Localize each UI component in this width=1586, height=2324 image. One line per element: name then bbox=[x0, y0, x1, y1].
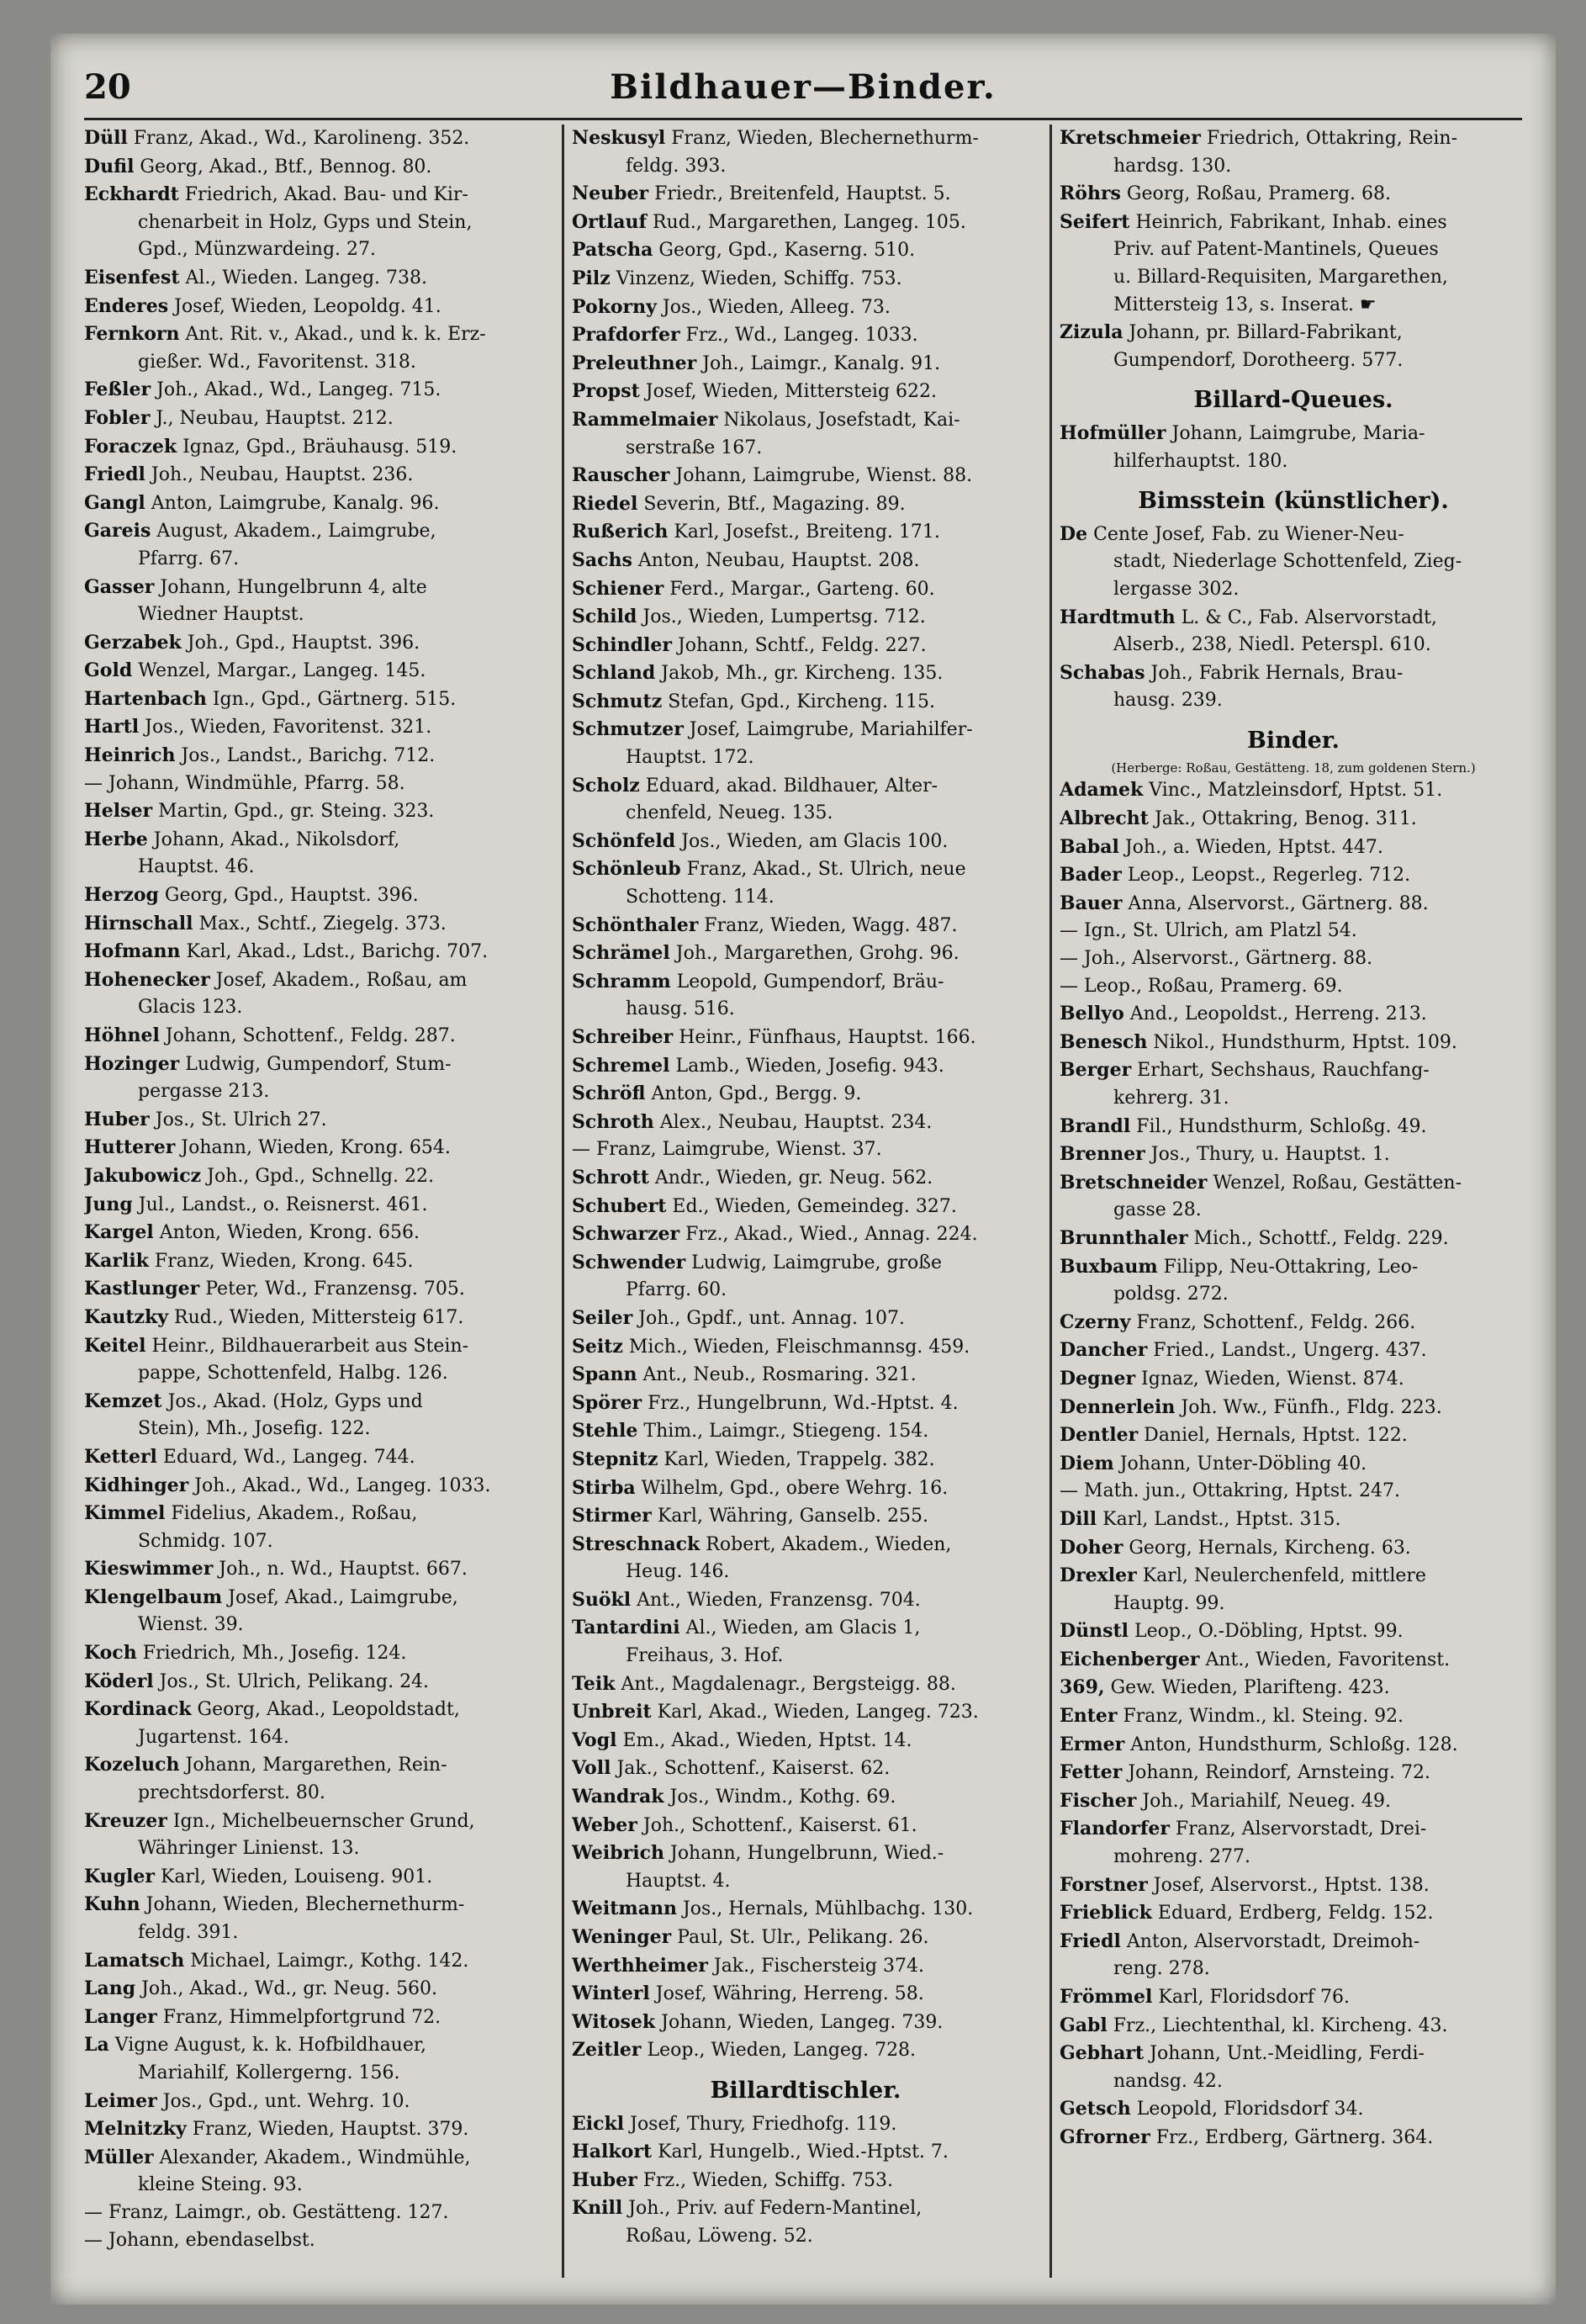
directory-entry: Weitmann Jos., Hernals, Mühlbachg. 130. bbox=[572, 1898, 974, 1920]
directory-entry: Neuber Friedr., Breitenfeld, Hauptst. 5. bbox=[572, 183, 951, 205]
directory-entry: Koch Friedrich, Mh., Josefig. 124. bbox=[84, 1642, 407, 1665]
directory-entry: Kautzky Rud., Wieden, Mittersteig 617. bbox=[84, 1305, 464, 1328]
directory-entry: Scholz Eduard, akad. Bildhauer, Alter- bbox=[572, 774, 938, 797]
directory-entry-continuation: Mariahilf, Kollergerng. 156. bbox=[138, 2062, 400, 2083]
directory-entry: Kidhinger Joh., Akad., Wd., Langeg. 1033. bbox=[84, 1474, 491, 1496]
directory-entry: Winterl Josef, Währing, Herreng. 58. bbox=[572, 1983, 924, 2005]
directory-entry: Schreiber Heinr., Fünfhaus, Hauptst. 166. bbox=[572, 1026, 976, 1048]
directory-entry: Seifert Heinrich, Fabrikant, Inhab. eines bbox=[1060, 210, 1447, 233]
directory-entry: Eickl Josef, Thury, Friedhofg. 119. bbox=[572, 2112, 897, 2135]
directory-entry: Zeitler Leop., Wieden, Langeg. 728. bbox=[572, 2039, 917, 2062]
directory-entry: Schwarzer Frz., Akad., Wied., Annag. 224. bbox=[572, 1223, 978, 1246]
directory-entry: Schild Jos., Wieden, Lumpertsg. 712. bbox=[572, 606, 926, 628]
directory-entry: Propst Josef, Wieden, Mittersteig 622. bbox=[572, 380, 938, 403]
directory-entry: Frömmel Karl, Floridsdorf 76. bbox=[1060, 1986, 1350, 2008]
section-heading-billardtischler: Billardtischler. bbox=[710, 2077, 901, 2104]
directory-entry: Melnitzky Franz, Wieden, Hauptst. 379. bbox=[84, 2118, 469, 2141]
directory-entry: Eichenberger Ant., Wieden, Favoritenst. bbox=[1060, 1648, 1451, 1670]
directory-entry: Kretschmeier Friedrich, Ottakring, Rein- bbox=[1060, 127, 1457, 149]
directory-entry: Jakubowicz Joh., Gpd., Schnellg. 22. bbox=[84, 1164, 434, 1187]
directory-entry: Schönleub Franz, Akad., St. Ulrich, neue bbox=[572, 858, 966, 881]
directory-entry-continuation: gasse 28. bbox=[1113, 1199, 1202, 1221]
directory-entry: Schröfl Anton, Gpd., Bergg. 9. bbox=[572, 1083, 862, 1105]
section-heading-billard-queues: Billard-Queues. bbox=[1193, 387, 1393, 414]
directory-entry: Enter Franz, Windm., kl. Steing. 92. bbox=[1060, 1705, 1404, 1728]
directory-entry: Weber Joh., Schottenf., Kaiserst. 61. bbox=[572, 1813, 917, 1836]
directory-entry: Kemzet Jos., Akad. (Holz, Gyps und bbox=[84, 1390, 423, 1412]
directory-entry: Schmutzer Josef, Laimgrube, Mariahilfer- bbox=[572, 718, 973, 741]
binder-herberge-note: (Herberge: Roßau, Gestätteng. 18, zum goldenen Stern.) bbox=[1111, 760, 1476, 776]
directory-entry: Brunnthaler Mich., Schottf., Feldg. 229. bbox=[1060, 1226, 1449, 1249]
directory-entry: Hartenbach Ign., Gpd., Gärtnerg. 515. bbox=[84, 687, 457, 710]
directory-entry: Köderl Jos., St. Ulrich, Pelikang. 24. bbox=[84, 1670, 430, 1692]
directory-entry: Gangl Anton, Laimgrube, Kanalg. 96. bbox=[84, 491, 440, 514]
directory-entry-continuation: Schotteng. 114. bbox=[626, 887, 774, 908]
directory-entry: Schönthaler Franz, Wieden, Wagg. 487. bbox=[572, 913, 958, 936]
directory-entry-continuation: chenarbeit in Holz, Gyps und Stein, bbox=[138, 211, 473, 233]
directory-entry: Voll Jak., Schottenf., Kaiserst. 62. bbox=[572, 1757, 891, 1780]
directory-entry: Kuhn Johann, Wieden, Blechernethurm- bbox=[84, 1893, 465, 1916]
directory-entry: Neskusyl Franz, Wieden, Blechernethurm- bbox=[572, 127, 979, 149]
directory-entry-continuation: hausg. 239. bbox=[1113, 690, 1223, 712]
directory-entry: Enderes Josef, Wieden, Leopoldg. 41. bbox=[84, 294, 441, 317]
directory-entry: Spörer Frz., Hungelbrunn, Wd.-Hptst. 4. bbox=[572, 1391, 959, 1414]
directory-entry: Frieblick Eduard, Erdberg, Feldg. 152. bbox=[1060, 1902, 1434, 1924]
directory-entry: Weninger Paul, St. Ulr., Pelikang. 26. bbox=[572, 1926, 929, 1948]
directory-entry-continuation: reng. 278. bbox=[1113, 1958, 1210, 1980]
column-divider bbox=[1049, 124, 1052, 2278]
directory-entry: Stepnitz Karl, Wieden, Trappelg. 382. bbox=[572, 1448, 935, 1470]
directory-entry: Jung Jul., Landst., o. Reisnerst. 461. bbox=[84, 1193, 428, 1215]
directory-entry-continuation: Heug. 146. bbox=[626, 1561, 730, 1583]
directory-entry-continuation: Hauptg. 99. bbox=[1113, 1592, 1225, 1614]
directory-entry-continuation: Roßau, Löweng. 52. bbox=[626, 2225, 813, 2247]
directory-entry-continuation: Stein), Mh., Josefig. 122. bbox=[138, 1418, 371, 1440]
binder-entries bbox=[1060, 776, 1527, 2152]
directory-entry: Czerny Franz, Schottenf., Feldg. 266. bbox=[1060, 1310, 1416, 1333]
directory-entry-continuation: Pfarrg. 60. bbox=[626, 1279, 727, 1301]
directory-entry-continuation: prechtsdorferst. 80. bbox=[138, 1782, 325, 1804]
directory-entry: Friedl Anton, Alservorstadt, Dreimoh- bbox=[1060, 1930, 1420, 1952]
directory-entry: Hardtmuth L. & C., Fab. Alservorstadt, bbox=[1060, 606, 1437, 628]
directory-entry: Werthheimer Jak., Fischersteig 374. bbox=[572, 1954, 924, 1977]
directory-entry-continuation: gießer. Wd., Favoritenst. 318. bbox=[138, 351, 416, 373]
directory-entry: Kreuzer Ign., Michelbeuernscher Grund, bbox=[84, 1809, 475, 1832]
directory-entry: Fischer Joh., Mariahilf, Neueg. 49. bbox=[1060, 1789, 1391, 1812]
page-number: 20 bbox=[84, 67, 131, 107]
directory-entry-continuation: Alserb., 238, Niedl. Peterspl. 610. bbox=[1113, 634, 1431, 656]
directory-entry-continuation: Schmidg. 107. bbox=[138, 1530, 273, 1552]
directory-entry-continuation: kehrerg. 31. bbox=[1113, 1088, 1229, 1109]
directory-entry: Schrämel Joh., Margarethen, Grohg. 96. bbox=[572, 942, 960, 965]
directory-entry: Streschnack Robert, Akadem., Wieden, bbox=[572, 1533, 952, 1555]
directory-entry: Weibrich Johann, Hungelbrunn, Wied.- bbox=[572, 1842, 944, 1865]
directory-entry: Dentler Daniel, Hernals, Hptst. 122. bbox=[1060, 1424, 1408, 1447]
directory-entry: Forstner Josef, Alservorst., Hptst. 138. bbox=[1060, 1873, 1430, 1896]
directory-entry: Pilz Vinzenz, Wieden, Schiffg. 753. bbox=[572, 267, 902, 289]
directory-entry: Heinrich Jos., Landst., Barichg. 712. bbox=[84, 744, 436, 767]
directory-entry: Patscha Georg, Gpd., Kaserng. 510. bbox=[572, 239, 916, 262]
directory-entry: Vogl Em., Akad., Wieden, Hptst. 14. bbox=[572, 1728, 912, 1751]
directory-entry: Schindler Johann, Schtf., Feldg. 227. bbox=[572, 633, 927, 656]
directory-entry: Schönfeld Jos., Wieden, am Glacis 100. bbox=[572, 829, 949, 852]
directory-entry: Brenner Jos., Thury, u. Hauptst. 1. bbox=[1060, 1143, 1390, 1166]
directory-entry: Dill Karl, Landst., Hptst. 315. bbox=[1060, 1507, 1341, 1530]
directory-entry-continuation: nandsg. 42. bbox=[1113, 2070, 1223, 2092]
directory-entry-continuation: hausg. 516. bbox=[626, 998, 735, 1020]
directory-entry: La Vigne August, k. k. Hofbildhauer, bbox=[84, 2034, 426, 2057]
directory-entry: — Joh., Alservorst., Gärtnerg. 88. bbox=[1060, 948, 1373, 970]
directory-entry: Kugler Karl, Wieden, Louiseng. 901. bbox=[84, 1865, 433, 1887]
directory-entry: Getsch Leopold, Floridsdorf 34. bbox=[1060, 2098, 1364, 2120]
directory-entry-continuation: Wiedner Hauptst. bbox=[138, 604, 304, 626]
directory-page bbox=[50, 34, 1556, 2305]
directory-entry: Eisenfest Al., Wieden. Langeg. 738. bbox=[84, 266, 428, 289]
directory-entry-continuation: Pfarrg. 67. bbox=[138, 548, 240, 569]
directory-entry-continuation: Freihaus, 3. Hof. bbox=[626, 1645, 784, 1667]
directory-entry: Rußerich Karl, Josefst., Breiteng. 171. bbox=[572, 521, 940, 543]
directory-entry: Brandl Fil., Hundsthurm, Schloßg. 49. bbox=[1060, 1114, 1427, 1137]
directory-entry-continuation: Mittersteig 13, s. Inserat. ☛ bbox=[1113, 294, 1377, 315]
directory-entry: Rauscher Johann, Laimgrube, Wienst. 88. bbox=[572, 464, 973, 487]
directory-entry: Gold Wenzel, Margar., Langeg. 145. bbox=[84, 659, 426, 682]
directory-entry-continuation: u. Billard-Requisiten, Margarethen, bbox=[1113, 266, 1448, 288]
directory-entry: Bretschneider Wenzel, Roßau, Gestätten- bbox=[1060, 1171, 1462, 1194]
directory-entry: Helser Martin, Gpd., gr. Steing. 323. bbox=[84, 800, 435, 823]
directory-entry: Ortlauf Rud., Margarethen, Langeg. 105. bbox=[572, 210, 966, 233]
directory-entry: Keitel Heinr., Bildhauerarbeit aus Stein- bbox=[84, 1334, 469, 1357]
directory-entry: Gabl Frz., Liechtenthal, kl. Kircheng. 43. bbox=[1060, 2014, 1448, 2036]
directory-entry: Kieswimmer Joh., n. Wd., Hauptst. 667. bbox=[84, 1558, 468, 1580]
directory-entry: Gasser Johann, Hungelbrunn 4, alte bbox=[84, 575, 427, 598]
bildhauer-entries-continued bbox=[572, 124, 1039, 2065]
directory-entry: Schroth Alex., Neubau, Hauptst. 234. bbox=[572, 1110, 933, 1133]
directory-entry: Suökl Ant., Wieden, Franzensg. 704. bbox=[572, 1588, 921, 1611]
directory-entry-continuation: pappe, Schottenfeld, Halbg. 126. bbox=[138, 1363, 448, 1384]
directory-entry: Preleuthner Joh., Laimgr., Kanalg. 91. bbox=[572, 352, 941, 374]
directory-entry: Dancher Fried., Landst., Ungerg. 437. bbox=[1060, 1339, 1427, 1362]
directory-entry: 369, Gew. Wieden, Plarifteng. 423. bbox=[1060, 1676, 1390, 1699]
directory-entry-continuation: feldg. 393. bbox=[626, 155, 727, 177]
directory-entry-continuation: chenfeld, Neueg. 135. bbox=[626, 802, 833, 824]
column-1 bbox=[84, 124, 552, 2278]
directory-entry: Fobler J., Neubau, Hauptst. 212. bbox=[84, 406, 394, 429]
directory-entry: Fernkorn Ant. Rit. v., Akad., und k. k. Erz- bbox=[84, 323, 486, 346]
section-heading-bimsstein: Bimsstein (künstlicher). bbox=[1138, 488, 1449, 515]
billard-queues-entries bbox=[1060, 420, 1527, 475]
directory-entry: — Johann, Windmühle, Pfarrg. 58. bbox=[84, 772, 405, 794]
directory-entry-continuation: Gpd., Münzwardeing. 27. bbox=[138, 239, 377, 261]
directory-entry: Rammelmaier Nikolaus, Josefstadt, Kai- bbox=[572, 408, 960, 431]
directory-entry: Langer Franz, Himmelpfortgrund 72. bbox=[84, 2005, 441, 2028]
directory-entry: Huber Jos., St. Ulrich 27. bbox=[84, 1108, 327, 1130]
directory-entry: Riedel Severin, Btf., Magazing. 89. bbox=[572, 492, 906, 515]
directory-entry: Gebhart Johann, Unt.-Meidling, Ferdi- bbox=[1060, 2042, 1425, 2065]
directory-entry: Hohenecker Josef, Akadem., Roßau, am bbox=[84, 968, 468, 991]
directory-entry: Stehle Thim., Laimgr., Stiegeng. 154. bbox=[572, 1420, 929, 1443]
directory-entry: Schramm Leopold, Gumpendorf, Bräu- bbox=[572, 970, 944, 993]
directory-entry: Stirba Wilhelm, Gpd., obere Wehrg. 16. bbox=[572, 1476, 949, 1499]
directory-entry: Foraczek Ignaz, Gpd., Bräuhausg. 519. bbox=[84, 435, 457, 458]
directory-entry: Spann Ant., Neub., Rosmaring. 321. bbox=[572, 1363, 917, 1386]
directory-entry: Kastlunger Peter, Wd., Franzensg. 705. bbox=[84, 1278, 465, 1300]
directory-entry: Gerzabek Joh., Gpd., Hauptst. 396. bbox=[84, 631, 420, 654]
columns bbox=[84, 124, 1527, 2278]
directory-entry: Hutterer Johann, Wieden, Krong. 654. bbox=[84, 1136, 451, 1159]
page-title: Bildhauer—Binder. bbox=[610, 67, 997, 107]
directory-entry: Wandrak Jos., Windm., Kothg. 69. bbox=[572, 1786, 896, 1808]
directory-entry: Flandorfer Franz, Alservorstadt, Drei- bbox=[1060, 1818, 1427, 1840]
directory-entry-continuation: kleine Steing. 93. bbox=[138, 2174, 303, 2196]
directory-entry: Hofmüller Johann, Laimgrube, Maria- bbox=[1060, 421, 1425, 444]
directory-entry: Höhnel Johann, Schottenf., Feldg. 287. bbox=[84, 1024, 456, 1046]
directory-entry: — Franz, Laimgrube, Wienst. 37. bbox=[572, 1139, 882, 1161]
directory-entry: Fetter Johann, Reindorf, Arnsteing. 72. bbox=[1060, 1761, 1430, 1784]
directory-entry: Dennerlein Joh. Ww., Fünfh., Fldg. 223. bbox=[1060, 1395, 1442, 1418]
directory-entry: Herbe Johann, Akad., Nikolsdorf, bbox=[84, 828, 400, 850]
directory-entry: Kozeluch Johann, Margarethen, Rein- bbox=[84, 1754, 447, 1776]
directory-entry: Seiler Joh., Gpdf., unt. Annag. 107. bbox=[572, 1306, 906, 1329]
directory-entry: Düll Franz, Akad., Wd., Karolineng. 352. bbox=[84, 127, 470, 149]
directory-entry: Witosek Johann, Wieden, Langeg. 739. bbox=[572, 2010, 944, 2033]
billardtischler-entries-continued bbox=[1060, 124, 1527, 374]
directory-entry: Schiener Ferd., Margar., Garteng. 60. bbox=[572, 577, 935, 600]
directory-entry-continuation: Priv. auf Patent-Mantinels, Queues bbox=[1113, 239, 1439, 261]
directory-entry-continuation: serstraße 167. bbox=[626, 437, 763, 458]
page-header bbox=[84, 59, 1522, 120]
directory-entry: Dufil Georg, Akad., Btf., Bennog. 80. bbox=[84, 155, 432, 177]
directory-entry-continuation: Hauptst. 46. bbox=[138, 856, 255, 878]
directory-entry: Berger Erhart, Sechshaus, Rauchfang- bbox=[1060, 1059, 1430, 1082]
directory-entry: Halkort Karl, Hungelb., Wied.-Hptst. 7. bbox=[572, 2141, 949, 2163]
directory-entry-continuation: hilferhauptst. 180. bbox=[1113, 450, 1288, 472]
column-divider bbox=[562, 124, 564, 2278]
directory-entry: — Franz, Laimgr., ob. Gestätteng. 127. bbox=[84, 2201, 449, 2223]
directory-entry: Knill Joh., Priv. auf Federn-Mantinel, bbox=[572, 2197, 923, 2220]
directory-entry: Bader Leop., Leopst., Regerleg. 712. bbox=[1060, 864, 1411, 887]
section-heading-binder: Binder. bbox=[1247, 727, 1340, 754]
directory-entry: Degner Ignaz, Wieden, Wienst. 874. bbox=[1060, 1367, 1404, 1390]
directory-entry: Gareis August, Akadem., Laimgrube, bbox=[84, 520, 436, 543]
directory-entry: Diem Johann, Unter-Döbling 40. bbox=[1060, 1452, 1367, 1474]
directory-entry: Babal Joh., a. Wieden, Hptst. 447. bbox=[1060, 835, 1383, 858]
directory-entry: Adamek Vinc., Matzleinsdorf, Hptst. 51. bbox=[1060, 779, 1443, 802]
directory-entry: Huber Frz., Wieden, Schiffg. 753. bbox=[572, 2168, 893, 2191]
directory-entry: Benesch Nikol., Hundsthurm, Hptst. 109. bbox=[1060, 1030, 1457, 1053]
directory-entry: — Leop., Roßau, Pramerg. 69. bbox=[1060, 975, 1343, 997]
directory-entry: Gfrorner Frz., Erdberg, Gärtnerg. 364. bbox=[1060, 2125, 1434, 2148]
directory-entry: Kordinack Georg, Akad., Leopoldstadt, bbox=[84, 1698, 460, 1721]
directory-entry: Ermer Anton, Hundsthurm, Schloßg. 128. bbox=[1060, 1733, 1458, 1755]
directory-entry: Drexler Karl, Neulerchenfeld, mittlere bbox=[1060, 1564, 1426, 1587]
directory-entry-continuation: Jugartenst. 164. bbox=[138, 1726, 289, 1748]
directory-entry: Röhrs Georg, Roßau, Pramerg. 68. bbox=[1060, 183, 1392, 205]
column-3 bbox=[1060, 124, 1527, 2278]
directory-entry: Hartl Jos., Wieden, Favoritenst. 321. bbox=[84, 716, 432, 738]
bimsstein-entries bbox=[1060, 521, 1527, 715]
directory-entry-continuation: Wienst. 39. bbox=[138, 1614, 244, 1636]
directory-entry: Teik Ant., Magdalenagr., Bergsteigg. 88. bbox=[572, 1672, 956, 1695]
directory-entry: Karlik Franz, Wieden, Krong. 645. bbox=[84, 1249, 414, 1272]
directory-entry: Pokorny Jos., Wieden, Alleeg. 73. bbox=[572, 295, 891, 318]
billardtischler-entries bbox=[572, 2110, 1039, 2251]
directory-entry: Klengelbaum Josef, Akad., Laimgrube, bbox=[84, 1586, 458, 1608]
directory-entry-continuation: hardsg. 130. bbox=[1113, 155, 1232, 177]
directory-entry: Feßler Joh., Akad., Wd., Langeg. 715. bbox=[84, 379, 441, 401]
directory-entry: Lang Joh., Akad., Wd., gr. Neug. 560. bbox=[84, 1977, 438, 2000]
directory-entry: Zizula Johann, pr. Billard-Fabrikant, bbox=[1060, 321, 1403, 344]
directory-entry: Schrott Andr., Wieden, gr. Neug. 562. bbox=[572, 1166, 933, 1188]
directory-entry-continuation: mohreng. 277. bbox=[1113, 1846, 1251, 1868]
directory-entry: Schmutz Stefan, Gpd., Kircheng. 115. bbox=[572, 690, 935, 712]
directory-entry: Bellyo And., Leopoldst., Herreng. 213. bbox=[1060, 1003, 1427, 1025]
directory-entry: Stirmer Karl, Währing, Ganselb. 255. bbox=[572, 1505, 928, 1527]
directory-entry-continuation: stadt, Niederlage Schottenfeld, Zieg- bbox=[1113, 551, 1462, 573]
directory-entry: Buxbaum Filipp, Neu-Ottakring, Leo- bbox=[1060, 1255, 1419, 1278]
directory-entry: Schremel Lamb., Wieden, Josefig. 943. bbox=[572, 1054, 944, 1077]
directory-entry: Schland Jakob, Mh., gr. Kircheng. 135. bbox=[572, 662, 944, 685]
directory-entry: Schubert Ed., Wieden, Gemeindeg. 327. bbox=[572, 1194, 957, 1217]
directory-entry-continuation: pergasse 213. bbox=[138, 1081, 270, 1103]
directory-entry: — Johann, ebendaselbst. bbox=[84, 2229, 315, 2251]
directory-entry: Müller Alexander, Akadem., Windmühle, bbox=[84, 2146, 471, 2168]
directory-entry: Ketterl Eduard, Wd., Langeg. 744. bbox=[84, 1445, 415, 1468]
directory-entry-continuation: Hauptst. 172. bbox=[626, 747, 754, 769]
directory-entry: Unbreit Karl, Akad., Wieden, Langeg. 723. bbox=[572, 1701, 979, 1723]
directory-entry: Hozinger Ludwig, Gumpendorf, Stum- bbox=[84, 1052, 452, 1075]
directory-entry-continuation: Gumpendorf, Dorotheerg. 577. bbox=[1113, 349, 1404, 371]
directory-entry: Lamatsch Michael, Laimgr., Kothg. 142. bbox=[84, 1949, 469, 1972]
directory-entry: Dünstl Leop., O.-Döbling, Hptst. 99. bbox=[1060, 1620, 1404, 1643]
directory-entry: Kargel Anton, Wieden, Krong. 656. bbox=[84, 1221, 420, 1244]
directory-entry: Hofmann Karl, Akad., Ldst., Barichg. 707. bbox=[84, 940, 489, 963]
directory-entry: Hirnschall Max., Schtf., Ziegelg. 373. bbox=[84, 912, 447, 934]
directory-entry-continuation: poldsg. 272. bbox=[1113, 1284, 1229, 1305]
directory-entry: Bauer Anna, Alservorst., Gärtnerg. 88. bbox=[1060, 892, 1429, 914]
directory-entry-continuation: Hauptst. 4. bbox=[626, 1870, 731, 1892]
directory-entry: — Math. jun., Ottakring, Hptst. 247. bbox=[1060, 1480, 1400, 1502]
directory-entry-continuation: feldg. 391. bbox=[138, 1922, 239, 1943]
directory-entry: Friedl Joh., Neubau, Hauptst. 236. bbox=[84, 463, 414, 486]
directory-entry: Albrecht Jak., Ottakring, Benog. 311. bbox=[1060, 807, 1417, 830]
directory-entry: Kimmel Fidelius, Akadem., Roßau, bbox=[84, 1502, 418, 1525]
directory-entry: Doher Georg, Hernals, Kircheng. 63. bbox=[1060, 1536, 1411, 1559]
directory-entry-continuation: Währinger Linienst. 13. bbox=[138, 1838, 360, 1860]
directory-entry-continuation: lergasse 302. bbox=[1113, 578, 1240, 600]
directory-entry: Tantardini Al., Wieden, am Glacis 1, bbox=[572, 1617, 921, 1639]
directory-entry: Seitz Mich., Wieden, Fleischmannsg. 459. bbox=[572, 1335, 970, 1358]
directory-entry: Schabas Joh., Fabrik Hernals, Brau- bbox=[1060, 661, 1404, 684]
directory-entry: Prafdorfer Frz., Wd., Langeg. 1033. bbox=[572, 324, 918, 347]
directory-entry: De Cente Josef, Fab. zu Wiener-Neu- bbox=[1060, 522, 1404, 545]
directory-entry: Leimer Jos., Gpd., unt. Wehrg. 10. bbox=[84, 2089, 410, 2112]
directory-entry-continuation: Glacis 123. bbox=[138, 997, 243, 1019]
directory-entry: — Ign., St. Ulrich, am Platzl 54. bbox=[1060, 920, 1357, 942]
column-2 bbox=[572, 124, 1039, 2278]
directory-entry: Schwender Ludwig, Laimgrube, große bbox=[572, 1251, 943, 1273]
directory-entry: Herzog Georg, Gpd., Hauptst. 396. bbox=[84, 884, 419, 907]
directory-entry: Sachs Anton, Neubau, Hauptst. 208. bbox=[572, 548, 920, 571]
directory-entry: Eckhardt Friedrich, Akad. Bau- und Kir- bbox=[84, 183, 468, 206]
